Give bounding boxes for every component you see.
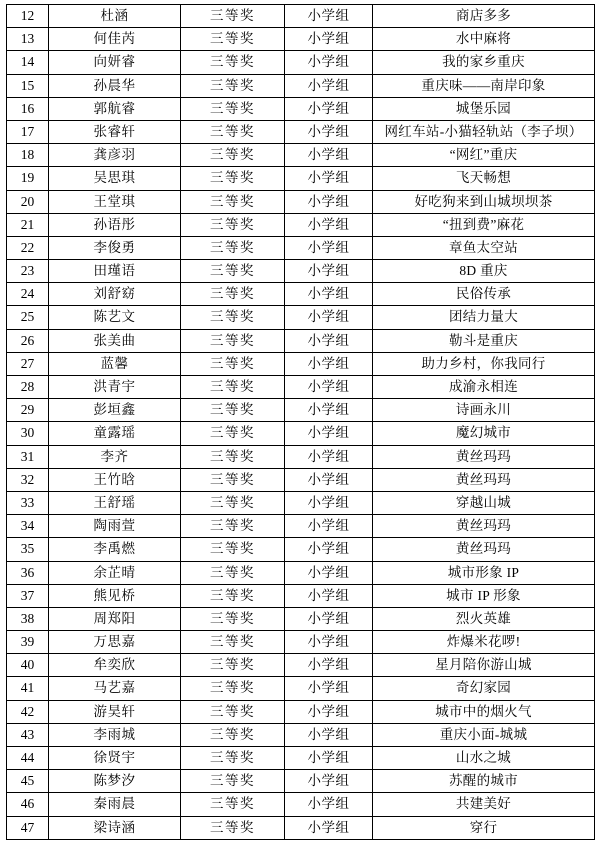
cell-index: 16 — [7, 97, 49, 120]
cell-index: 24 — [7, 283, 49, 306]
cell-award: 三等奖 — [181, 236, 285, 259]
cell-award: 三等奖 — [181, 491, 285, 514]
cell-group: 小学组 — [285, 747, 373, 770]
table-row — [7, 352, 595, 375]
table-row — [7, 97, 595, 120]
cell-work: 奇幻家园 — [373, 677, 595, 700]
cell-name: 何佳芮 — [49, 28, 181, 51]
cell-award: 三等奖 — [181, 445, 285, 468]
cell-index: 28 — [7, 376, 49, 399]
table-row — [7, 376, 595, 399]
cell-group: 小学组 — [285, 352, 373, 375]
cell-index: 20 — [7, 190, 49, 213]
cell-group: 小学组 — [285, 376, 373, 399]
cell-name: 彭垣鑫 — [49, 399, 181, 422]
cell-award: 三等奖 — [181, 607, 285, 630]
cell-name: 杜涵 — [49, 5, 181, 28]
cell-name: 张睿轩 — [49, 120, 181, 143]
cell-group: 小学组 — [285, 329, 373, 352]
cell-index: 39 — [7, 631, 49, 654]
cell-work: “网红”重庆 — [373, 144, 595, 167]
table-row — [7, 236, 595, 259]
cell-index: 34 — [7, 515, 49, 538]
cell-index: 23 — [7, 260, 49, 283]
cell-group: 小学组 — [285, 723, 373, 746]
cell-award: 三等奖 — [181, 74, 285, 97]
cell-index: 45 — [7, 770, 49, 793]
cell-award: 三等奖 — [181, 167, 285, 190]
cell-award: 三等奖 — [181, 97, 285, 120]
cell-name: 徐贤宇 — [49, 747, 181, 770]
cell-work: 成渝永相连 — [373, 376, 595, 399]
cell-award: 三等奖 — [181, 700, 285, 723]
cell-award: 三等奖 — [181, 283, 285, 306]
table-row — [7, 491, 595, 514]
cell-name: 吴思琪 — [49, 167, 181, 190]
cell-index: 26 — [7, 329, 49, 352]
table-row — [7, 51, 595, 74]
cell-work: 黄丝玛玛 — [373, 468, 595, 491]
cell-group: 小学组 — [285, 468, 373, 491]
table-row — [7, 816, 595, 839]
cell-work: 穿越山城 — [373, 491, 595, 514]
cell-name: 孙晨华 — [49, 74, 181, 97]
cell-index: 25 — [7, 306, 49, 329]
cell-group: 小学组 — [285, 399, 373, 422]
cell-work: 诗画永川 — [373, 399, 595, 422]
cell-name: 郭航睿 — [49, 97, 181, 120]
cell-award: 三等奖 — [181, 561, 285, 584]
table-row — [7, 677, 595, 700]
table-row — [7, 190, 595, 213]
cell-index: 37 — [7, 584, 49, 607]
cell-award: 三等奖 — [181, 120, 285, 143]
cell-group: 小学组 — [285, 236, 373, 259]
table-body — [7, 5, 595, 840]
cell-index: 40 — [7, 654, 49, 677]
cell-index: 31 — [7, 445, 49, 468]
cell-group: 小学组 — [285, 422, 373, 445]
cell-work: 章鱼太空站 — [373, 236, 595, 259]
cell-work: 我的家乡重庆 — [373, 51, 595, 74]
award-list-table — [6, 4, 595, 840]
cell-award: 三等奖 — [181, 144, 285, 167]
cell-name: 牟奕欣 — [49, 654, 181, 677]
cell-name: 万思嘉 — [49, 631, 181, 654]
cell-group: 小学组 — [285, 97, 373, 120]
table-row — [7, 770, 595, 793]
table-row — [7, 283, 595, 306]
cell-work: 网红车站-小猫轻轨站（李子坝） — [373, 120, 595, 143]
cell-name: 余芷晴 — [49, 561, 181, 584]
cell-index: 44 — [7, 747, 49, 770]
cell-work: 山水之城 — [373, 747, 595, 770]
cell-group: 小学组 — [285, 700, 373, 723]
table-row — [7, 422, 595, 445]
cell-group: 小学组 — [285, 167, 373, 190]
cell-name: 李齐 — [49, 445, 181, 468]
cell-award: 三等奖 — [181, 515, 285, 538]
cell-work: 好吃狗来到山城坝坝茶 — [373, 190, 595, 213]
cell-award: 三等奖 — [181, 747, 285, 770]
cell-award: 三等奖 — [181, 190, 285, 213]
table-row — [7, 631, 595, 654]
cell-name: 李禹燃 — [49, 538, 181, 561]
cell-work: 黄丝玛玛 — [373, 538, 595, 561]
cell-work: 星月陪你游山城 — [373, 654, 595, 677]
cell-index: 30 — [7, 422, 49, 445]
cell-index: 46 — [7, 793, 49, 816]
cell-work: 烈火英雄 — [373, 607, 595, 630]
cell-name: 童露瑶 — [49, 422, 181, 445]
cell-name: 周郑阳 — [49, 607, 181, 630]
cell-index: 15 — [7, 74, 49, 97]
cell-group: 小学组 — [285, 816, 373, 839]
cell-award: 三等奖 — [181, 5, 285, 28]
table-row — [7, 167, 595, 190]
cell-name: 李俊勇 — [49, 236, 181, 259]
cell-group: 小学组 — [285, 306, 373, 329]
cell-work: 8D 重庆 — [373, 260, 595, 283]
cell-name: 秦雨晨 — [49, 793, 181, 816]
cell-award: 三等奖 — [181, 376, 285, 399]
table-row — [7, 399, 595, 422]
cell-award: 三等奖 — [181, 677, 285, 700]
cell-group: 小学组 — [285, 120, 373, 143]
cell-group: 小学组 — [285, 515, 373, 538]
table-row — [7, 700, 595, 723]
cell-group: 小学组 — [285, 28, 373, 51]
cell-group: 小学组 — [285, 260, 373, 283]
cell-award: 三等奖 — [181, 538, 285, 561]
cell-work: 城堡乐园 — [373, 97, 595, 120]
table-row — [7, 306, 595, 329]
cell-award: 三等奖 — [181, 28, 285, 51]
cell-group: 小学组 — [285, 213, 373, 236]
cell-index: 21 — [7, 213, 49, 236]
cell-index: 42 — [7, 700, 49, 723]
cell-index: 41 — [7, 677, 49, 700]
cell-group: 小学组 — [285, 5, 373, 28]
cell-index: 36 — [7, 561, 49, 584]
cell-work: 助力乡村，你我同行 — [373, 352, 595, 375]
cell-group: 小学组 — [285, 538, 373, 561]
cell-index: 29 — [7, 399, 49, 422]
cell-name: 王堂琪 — [49, 190, 181, 213]
table-row — [7, 793, 595, 816]
cell-index: 27 — [7, 352, 49, 375]
cell-group: 小学组 — [285, 190, 373, 213]
cell-index: 33 — [7, 491, 49, 514]
cell-work: 民俗传承 — [373, 283, 595, 306]
cell-name: 李雨城 — [49, 723, 181, 746]
cell-work: 穿行 — [373, 816, 595, 839]
cell-group: 小学组 — [285, 561, 373, 584]
cell-group: 小学组 — [285, 144, 373, 167]
cell-group: 小学组 — [285, 607, 373, 630]
cell-group: 小学组 — [285, 677, 373, 700]
cell-name: 龚彦羽 — [49, 144, 181, 167]
cell-award: 三等奖 — [181, 51, 285, 74]
cell-group: 小学组 — [285, 283, 373, 306]
table-row — [7, 561, 595, 584]
cell-name: 洪青宇 — [49, 376, 181, 399]
cell-award: 三等奖 — [181, 260, 285, 283]
cell-index: 12 — [7, 5, 49, 28]
table-row — [7, 723, 595, 746]
table-row — [7, 74, 595, 97]
cell-name: 马艺嘉 — [49, 677, 181, 700]
cell-work: 重庆味——南岸印象 — [373, 74, 595, 97]
cell-index: 35 — [7, 538, 49, 561]
cell-award: 三等奖 — [181, 584, 285, 607]
cell-work: 勒斗是重庆 — [373, 329, 595, 352]
cell-index: 18 — [7, 144, 49, 167]
cell-award: 三等奖 — [181, 631, 285, 654]
cell-award: 三等奖 — [181, 329, 285, 352]
cell-index: 38 — [7, 607, 49, 630]
cell-award: 三等奖 — [181, 468, 285, 491]
cell-name: 刘舒窈 — [49, 283, 181, 306]
table-row — [7, 654, 595, 677]
cell-name: 王竹晗 — [49, 468, 181, 491]
cell-award: 三等奖 — [181, 399, 285, 422]
cell-name: 陈梦汐 — [49, 770, 181, 793]
cell-index: 22 — [7, 236, 49, 259]
cell-index: 32 — [7, 468, 49, 491]
table-row — [7, 120, 595, 143]
cell-work: 商店多多 — [373, 5, 595, 28]
cell-index: 43 — [7, 723, 49, 746]
cell-work: 共建美好 — [373, 793, 595, 816]
cell-work: 黄丝玛玛 — [373, 445, 595, 468]
cell-group: 小学组 — [285, 654, 373, 677]
cell-index: 47 — [7, 816, 49, 839]
cell-name: 孙语彤 — [49, 213, 181, 236]
cell-name: 陶雨萱 — [49, 515, 181, 538]
table-row — [7, 747, 595, 770]
cell-name: 熊见桥 — [49, 584, 181, 607]
cell-name: 蓝馨 — [49, 352, 181, 375]
cell-group: 小学组 — [285, 584, 373, 607]
cell-name: 游昊轩 — [49, 700, 181, 723]
cell-award: 三等奖 — [181, 213, 285, 236]
cell-award: 三等奖 — [181, 770, 285, 793]
table-row — [7, 515, 595, 538]
cell-index: 13 — [7, 28, 49, 51]
cell-name: 王舒瑶 — [49, 491, 181, 514]
cell-group: 小学组 — [285, 770, 373, 793]
cell-group: 小学组 — [285, 74, 373, 97]
table-row — [7, 445, 595, 468]
cell-work: 黄丝玛玛 — [373, 515, 595, 538]
cell-award: 三等奖 — [181, 793, 285, 816]
cell-group: 小学组 — [285, 51, 373, 74]
table-row — [7, 584, 595, 607]
table-row — [7, 329, 595, 352]
table-row — [7, 144, 595, 167]
cell-work: 炸爆米花啰! — [373, 631, 595, 654]
cell-work: 城市 IP 形象 — [373, 584, 595, 607]
cell-work: 飞天畅想 — [373, 167, 595, 190]
cell-name: 梁诗涵 — [49, 816, 181, 839]
cell-award: 三等奖 — [181, 723, 285, 746]
cell-award: 三等奖 — [181, 352, 285, 375]
cell-group: 小学组 — [285, 793, 373, 816]
cell-work: 魔幻城市 — [373, 422, 595, 445]
cell-group: 小学组 — [285, 631, 373, 654]
cell-name: 陈艺文 — [49, 306, 181, 329]
cell-award: 三等奖 — [181, 654, 285, 677]
cell-index: 19 — [7, 167, 49, 190]
cell-group: 小学组 — [285, 491, 373, 514]
cell-group: 小学组 — [285, 445, 373, 468]
cell-award: 三等奖 — [181, 422, 285, 445]
cell-award: 三等奖 — [181, 816, 285, 839]
table-row — [7, 260, 595, 283]
cell-work: 重庆小面-城城 — [373, 723, 595, 746]
table-row — [7, 538, 595, 561]
table-row — [7, 5, 595, 28]
cell-index: 17 — [7, 120, 49, 143]
cell-work: 苏醒的城市 — [373, 770, 595, 793]
cell-name: 田瑾语 — [49, 260, 181, 283]
table-row — [7, 213, 595, 236]
cell-work: “扭到费”麻花 — [373, 213, 595, 236]
table-row — [7, 468, 595, 491]
cell-index: 14 — [7, 51, 49, 74]
cell-work: 城市形象 IP — [373, 561, 595, 584]
cell-name: 张美曲 — [49, 329, 181, 352]
cell-award: 三等奖 — [181, 306, 285, 329]
cell-work: 城市中的烟火气 — [373, 700, 595, 723]
cell-work: 团结力量大 — [373, 306, 595, 329]
table-row — [7, 607, 595, 630]
cell-work: 水中麻将 — [373, 28, 595, 51]
table-row — [7, 28, 595, 51]
cell-name: 向妍睿 — [49, 51, 181, 74]
